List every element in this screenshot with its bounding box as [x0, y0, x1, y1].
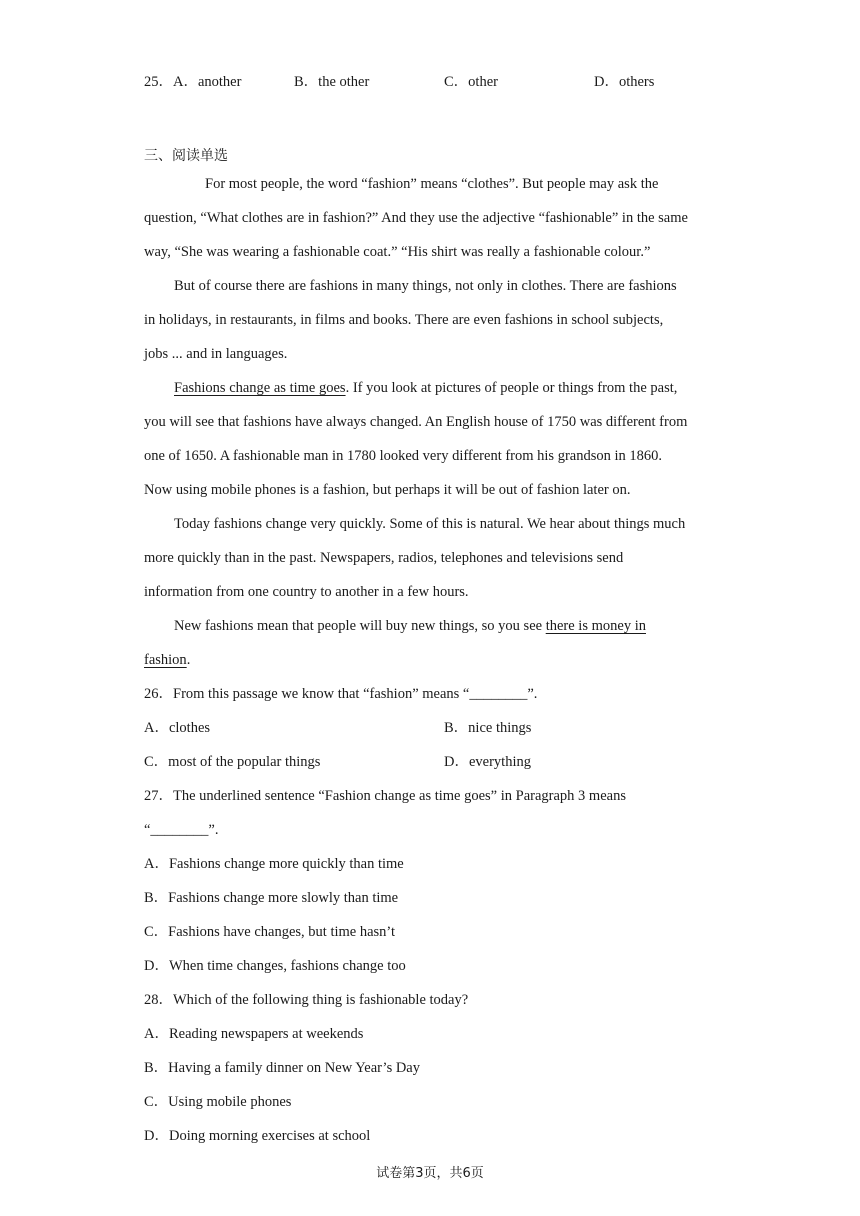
underlined-phrase-part2: fashion — [144, 652, 187, 668]
passage-p2-line2: in holidays, in restaurants, in films and books. There are even fashions in school subjects, — [144, 312, 664, 328]
q28-option-a: A．Reading newspapers at weekends — [144, 1026, 364, 1042]
q28-option-c: C．Using mobile phones — [144, 1094, 292, 1110]
passage-p4-line2: more quickly than in the past. Newspapers, radios, telephones and televisions send — [144, 550, 624, 566]
passage-p2-line1: But of course there are fashions in many things, not only in clothes. There are fashions — [174, 278, 677, 294]
q26-option-b: B．nice things — [444, 720, 532, 736]
underlined-sentence: Fashions change as time goes — [174, 380, 346, 396]
q25-option-b: B．the other — [294, 74, 370, 90]
q25-option-c: C．other — [444, 74, 498, 90]
passage-p3-line4: Now using mobile phones is a fashion, but perhaps it will be out of fashion later on. — [144, 482, 631, 498]
passage-p3-line2: you will see that fashions have always changed. An English house of 1750 was different from — [144, 414, 688, 430]
passage-p3-line1-rest: . If you look at pictures of people or things from the past, — [345, 380, 678, 396]
q28-option-d: D．Doing morning exercises at school — [144, 1128, 371, 1144]
q26-option-d: D．everything — [444, 754, 531, 770]
passage-p3-line3: one of 1650. A fashionable man in 1780 looked very different from his grandson in 1860. — [144, 448, 663, 464]
q28-stem: 28．Which of the following thing is fashionable today? — [144, 992, 469, 1008]
underlined-phrase-part1: there is money in — [545, 618, 646, 634]
passage-p5-start: New fashions mean that people will buy new things, so you see — [174, 618, 546, 634]
passage-p1-line1: For most people, the word “fashion” means “clothes”. But people may ask the — [205, 176, 659, 192]
q27-option-b: B．Fashions change more slowly than time — [144, 890, 399, 906]
passage-p4-line3: information from one country to another in a few hours. — [144, 584, 469, 600]
passage-p3-line1 — [174, 378, 677, 398]
passage-p5-line1 — [174, 616, 646, 636]
q26-stem: 26．From this passage we know that “fashion” means “________”. — [144, 686, 538, 702]
page-footer: 试卷第3页，共6页 — [376, 1166, 484, 1181]
q27-stem-line1: 27．The underlined sentence “Fashion change as time goes” in Paragraph 3 means — [144, 788, 626, 804]
q27-option-d: D．When time changes, fashions change too — [144, 958, 406, 974]
q25-number: 25． — [144, 74, 173, 90]
passage-p5-line2 — [144, 650, 190, 670]
q25-option-d: D．others — [594, 74, 655, 90]
passage-p2-line3: jobs ... and in languages. — [144, 346, 288, 362]
q25-option-a — [144, 72, 241, 92]
q25-option-a-text: A．another — [173, 74, 242, 90]
passage-p5-end: . — [186, 652, 191, 668]
q28-option-b: B．Having a family dinner on New Year’s Day — [144, 1060, 420, 1076]
q26-option-a: A．clothes — [144, 720, 211, 736]
q27-stem-line2: “________”. — [144, 822, 219, 838]
q27-option-c: C．Fashions have changes, but time hasn’t — [144, 924, 396, 940]
q27-option-a: A．Fashions change more quickly than time — [144, 856, 404, 872]
passage-p4-line1: Today fashions change very quickly. Some of this is natural. We hear about things much — [174, 516, 686, 532]
section-title: 三、阅读单选 — [144, 148, 228, 164]
passage-p1-line2: question, “What clothes are in fashion?” And they use the adjective “fashionable” in the same — [144, 210, 688, 226]
q26-option-c: C．most of the popular things — [144, 754, 321, 770]
passage-p1-line3: way, “She was wearing a fashionable coat.” “His shirt was really a fashionable colour.” — [144, 244, 651, 260]
